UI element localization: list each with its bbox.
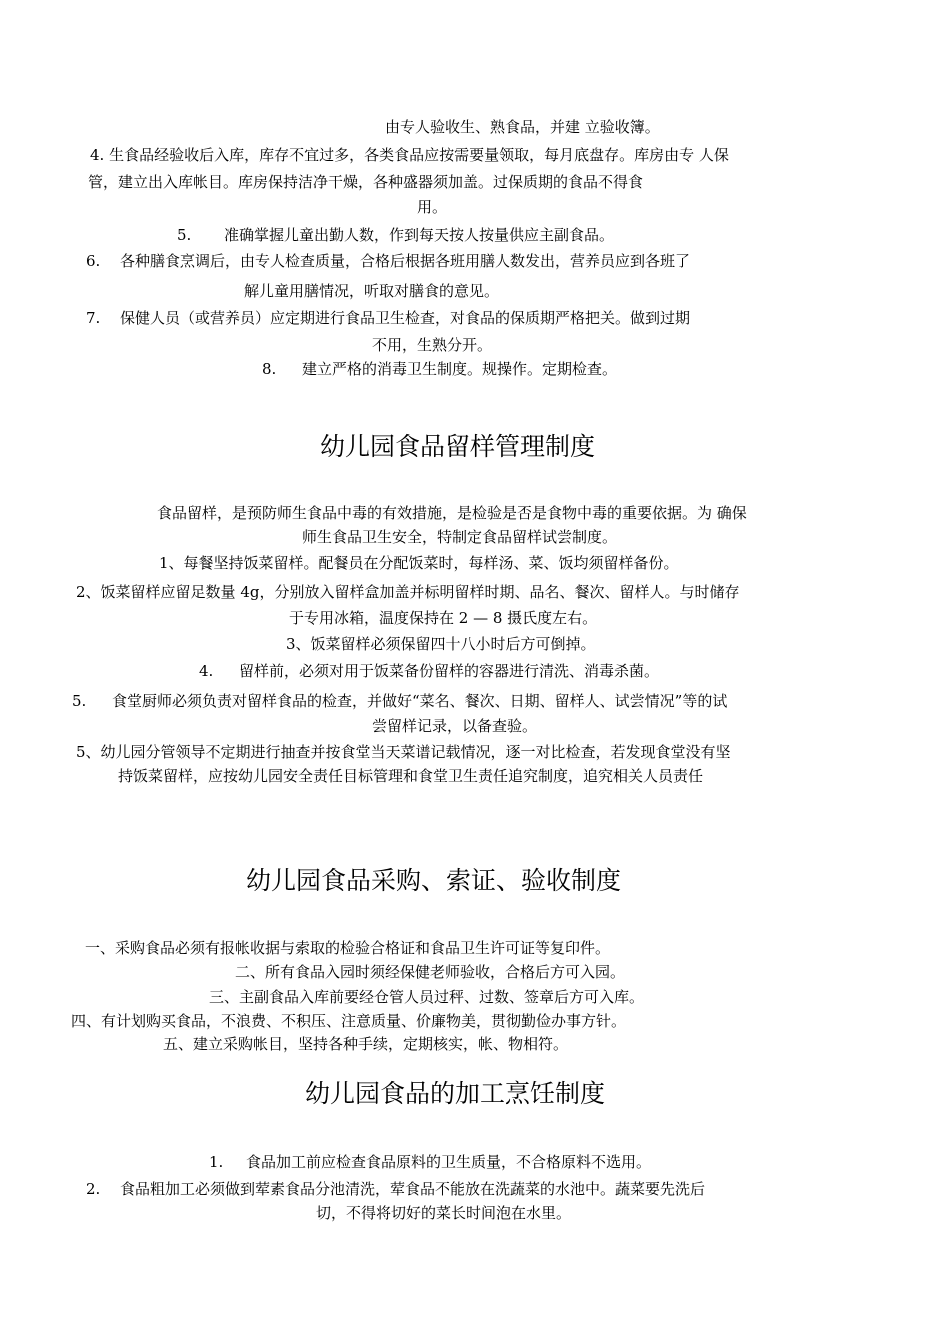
item-number: 5.: [177, 226, 192, 244]
item-text: 食品粗加工必须做到荤素食品分池清洗，荤食品不能放在洗蔬菜的水池中。蔬菜要先洗后: [120, 1180, 706, 1198]
item-text: 解儿童用膳情况，听取对膳食的意见。: [244, 282, 500, 300]
paragraph-line: 二、所有食品入园时须经保健老师验收，合格后方可入园。: [235, 963, 626, 981]
paragraph-line: 由专人验收生、熟食品，并建 立验收簿。: [385, 118, 660, 136]
paragraph-line: 2、饭菜留样应留足数量 4g，分别放入留样盒加盖并标明留样时期、品名、餐次、留样人。与时储存: [76, 583, 740, 601]
item-number: 8.: [262, 360, 277, 378]
section-title: 幼儿园食品留样管理制度: [320, 432, 596, 461]
paragraph-line: 持饭菜留样，应按幼儿园安全责任目标管理和食堂卫生责任追究制度，追究相关人员责任: [118, 767, 704, 785]
paragraph-line: 用。: [417, 198, 448, 216]
item-number: 5.: [72, 692, 87, 710]
paragraph-line: 3、饭菜留样必须保留四十八小时后方可倒掉。: [286, 635, 596, 653]
paragraph-line: 4. 生食品经验收后入库，库存不宜过多，各类食品应按需要量领取，每月底盘存。库房由专 人保: [90, 146, 729, 164]
item-text: 食堂厨师必须负责对留样食品的检查，并做好“菜名、餐次、日期、留样人、试尝情况”等的试: [112, 692, 728, 710]
item-text: 建立严格的消毒卫生制度。规操作。定期检查。: [302, 360, 618, 378]
section-title: 幼儿园食品的加工烹饪制度: [305, 1079, 606, 1108]
item-text: 保健人员（或营养员）应定期进行食品卫生检查，对食品的保质期严格把关。做到过期: [120, 309, 691, 327]
item-text: 各种膳食烹调后，由专人检查质量，合格后根据各班用膳人数发出，营养员应到各班了: [120, 252, 691, 270]
section-title: 幼儿园食品采购、索证、验收制度: [246, 866, 622, 895]
item-number: 4.: [199, 662, 214, 680]
item-text: 留样前，必须对用于饭菜备份留样的容器进行清洗、消毒杀菌。: [239, 662, 660, 680]
item-number: 6.: [86, 252, 101, 270]
paragraph-line: 一、采购食品必须有报帐收据与索取的检验合格证和食品卫生许可证等复印件。: [85, 939, 611, 957]
paragraph-line: 四、有计划购买食品，不浪费、不积压、注意质量、价廉物美，贯彻勤俭办事方针。: [71, 1012, 627, 1030]
item-text: 准确掌握儿童出勤人数，作到每天按人按量供应主副食品。: [224, 226, 615, 244]
paragraph-line: 管，建立出入库帐目。库房保持洁净干燥，各种盛器须加盖。过保质期的食品不得食: [88, 173, 644, 191]
paragraph-line: 五、建立采购帐目，坚持各种手续，定期核实，帐、物相符。: [163, 1035, 569, 1053]
paragraph-line: 1、每餐坚持饭菜留样。配餐员在分配饭菜时，每样汤、菜、饭均须留样备份。: [159, 554, 679, 572]
item-text: 不用，生熟分开。: [372, 336, 493, 354]
paragraph-line: 5、幼儿园分管领导不定期进行抽查并按食堂当天菜谱记载情况，逐一对比检查，若发现食堂没有坚: [76, 743, 731, 761]
item-number: 2.: [86, 1180, 101, 1198]
paragraph-line: 师生食品卫生安全，特制定食品留样试尝制度。: [302, 528, 618, 546]
item-number: 1.: [209, 1153, 224, 1171]
item-text: 切，不得将切好的菜长时间泡在水里。: [316, 1204, 572, 1222]
item-text: 尝留样记录，以备查验。: [372, 717, 538, 735]
paragraph-line: 食品留样，是预防师生食品中毒的有效措施，是检验是否是食物中毒的重要依据。为 确保: [157, 504, 747, 522]
paragraph-line: 于专用冰箱，温度保持在 2 — 8 摄氏度左右。: [289, 609, 598, 627]
paragraph-line: 三、主副食品入库前要经仓管人员过秤、过数、签章后方可入库。: [209, 988, 645, 1006]
item-number: 7.: [86, 309, 101, 327]
item-text: 食品加工前应检查食品原料的卫生质量，不合格原料不选用。: [246, 1153, 652, 1171]
